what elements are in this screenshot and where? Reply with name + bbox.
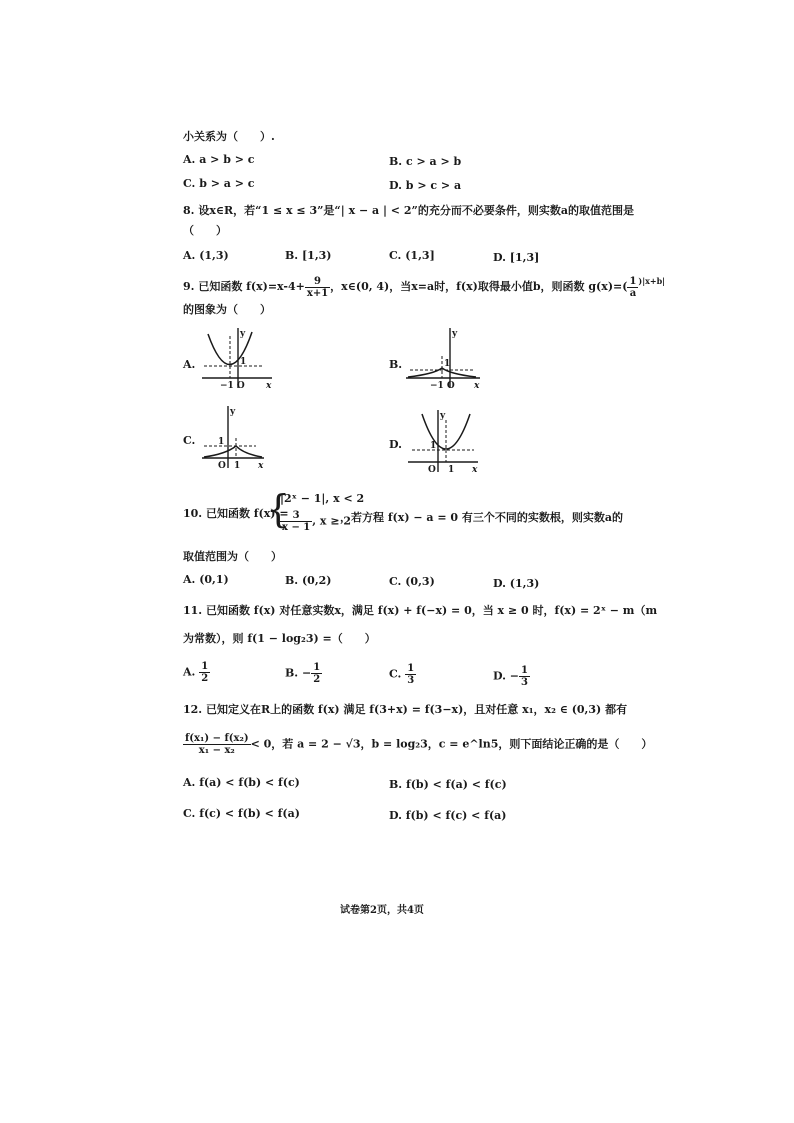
q8-option-b[interactable]: B. [1,3)	[285, 249, 332, 262]
q12-fraction: $\frac{\text{f(x₁) − f(x₂)}}{\text{x₁ − x₂}}$	[185, 733, 249, 756]
q9-option-b[interactable]: B.	[389, 358, 403, 371]
q9-option-a[interactable]: A.	[183, 358, 196, 371]
q11-option-d[interactable]: D. − $\frac{1}{3}$	[493, 665, 528, 688]
q10-case2-fraction: $\frac{3}{x - 1}$	[282, 510, 311, 533]
q9-g-fraction: $\frac{1}{a}$	[629, 275, 637, 299]
neg-one-origin-label: −1 O	[430, 381, 455, 390]
x-label: x	[258, 461, 264, 470]
q10-stem-pre: 10. 已知函数 f(x) =	[183, 507, 289, 520]
q10-case1: |2ˣ − 1|, x < 2	[280, 492, 365, 505]
origin-label: O	[428, 465, 436, 474]
q11-option-b[interactable]: B. − $\frac{1}{2}$	[285, 662, 321, 685]
q9-g-exponent: )|x+b|	[638, 276, 666, 286]
q10-option-d[interactable]: D. (1,3)	[493, 577, 540, 590]
q12-stem: 12. 已知定义在R上的函数 f(x) 满足 f(3+x) = f(3−x)，且对任意 x₁，x₂ ∈ (0,3) 都有	[183, 703, 628, 716]
q9-stem-post: ，x∈(0, 4)，当x=a时，f(x)取得最小值b，则函数 g(x)=(	[330, 280, 628, 293]
page-footer: 试卷第2页，共4页	[340, 905, 424, 916]
y-label: y	[230, 407, 236, 417]
q8-option-d[interactable]: D. [1,3]	[493, 251, 540, 264]
q9-graph-d[interactable]	[404, 408, 484, 474]
x-label: x	[474, 381, 480, 390]
one-label: 1	[444, 359, 451, 369]
q10-option-a[interactable]: A. (0,1)	[183, 573, 229, 586]
q8-blank: （ ）	[183, 224, 227, 237]
q10-stem-line2: 取值范围为（ ）	[183, 550, 282, 563]
q11-stem: 11. 已知函数 f(x) 对任意实数x，满足 f(x) + f(−x) = 0，当 x ≥ 0 时，f(x) = 2ˣ − m（m	[183, 604, 658, 617]
one-label: 1	[218, 437, 225, 447]
y-label: y	[240, 329, 246, 339]
q11-option-a[interactable]: A. $\frac{1}{2}$	[183, 661, 209, 684]
q12-stem-line2: $\frac{\text{f(x₁) − f(x₂)}}{\text{x₁ − x₂}}$ < 0，若 a = 2 − √3，b = log₂3，c = e^ln5，则下面结论正确的是（ ）	[185, 733, 653, 756]
q9-stem-line2: 的图象为（ ）	[183, 303, 271, 316]
q11-stem-line2: 为常数），则 f(1 − log₂3) =（ ）	[183, 632, 376, 645]
q9-graph-a[interactable]	[200, 326, 280, 390]
q9-fraction: $\frac{9}{x+1}$	[306, 275, 329, 299]
x-label: x	[472, 465, 478, 474]
curve	[204, 446, 262, 457]
q8-stem: 8. 设x∈R，若“1 ≤ x ≤ 3”是“| x − a | < 2”的充分而不必要条件，则实数a的取值范围是	[183, 204, 634, 217]
one-tick-label: 1	[234, 461, 241, 470]
q12-option-a[interactable]: A. f(a) < f(b) < f(c)	[183, 776, 300, 789]
q8-option-c[interactable]: C. (1,3]	[389, 249, 435, 262]
piecewise-brace: {	[266, 487, 291, 531]
origin-label: O	[218, 461, 226, 470]
q9-graph-b[interactable]	[404, 326, 488, 390]
q8-option-a[interactable]: A. (1,3)	[183, 249, 229, 262]
q7-stem-tail: 小关系为（ ）.	[183, 130, 275, 143]
neg-one-origin-label: −1 O	[220, 381, 245, 390]
q10-stem-post: ，若方程 f(x) − a = 0 有三个不同的实数根，则实数a的	[340, 511, 624, 524]
y-label: y	[440, 411, 446, 421]
one-tick-label: 1	[448, 465, 455, 474]
q9-option-c[interactable]: C.	[183, 434, 196, 447]
q9-stem	[183, 274, 665, 299]
q7-option-d[interactable]: D. b > c > a	[389, 179, 462, 192]
q10-option-c[interactable]: C. (0,3)	[389, 575, 435, 588]
q12-option-d[interactable]: D. f(b) < f(c) < f(a)	[389, 809, 507, 822]
q10-case2: $\frac{3}{x - 1}$ , x ≥ 2	[282, 510, 352, 533]
q9-stem-pre: 9. 已知函数 f(x)=x-4+	[183, 280, 305, 293]
q10-option-b[interactable]: B. (0,2)	[285, 574, 332, 587]
x-label: x	[266, 381, 272, 390]
q7-option-a[interactable]: A. a > b > c	[183, 153, 255, 166]
q12-option-b[interactable]: B. f(b) < f(a) < f(c)	[389, 778, 507, 791]
q9-graph-c[interactable]	[200, 404, 270, 470]
y-label: y	[452, 329, 458, 339]
one-label: 1	[430, 441, 437, 451]
q9-option-d[interactable]: D.	[389, 438, 402, 451]
q11-option-c[interactable]: C. $\frac{1}{3}$	[389, 663, 415, 686]
q7-option-b[interactable]: B. c > a > b	[389, 155, 462, 168]
q12-option-c[interactable]: C. f(c) < f(b) < f(a)	[183, 807, 300, 820]
q7-option-c[interactable]: C. b > a > c	[183, 177, 255, 190]
one-label: 1	[240, 357, 247, 367]
